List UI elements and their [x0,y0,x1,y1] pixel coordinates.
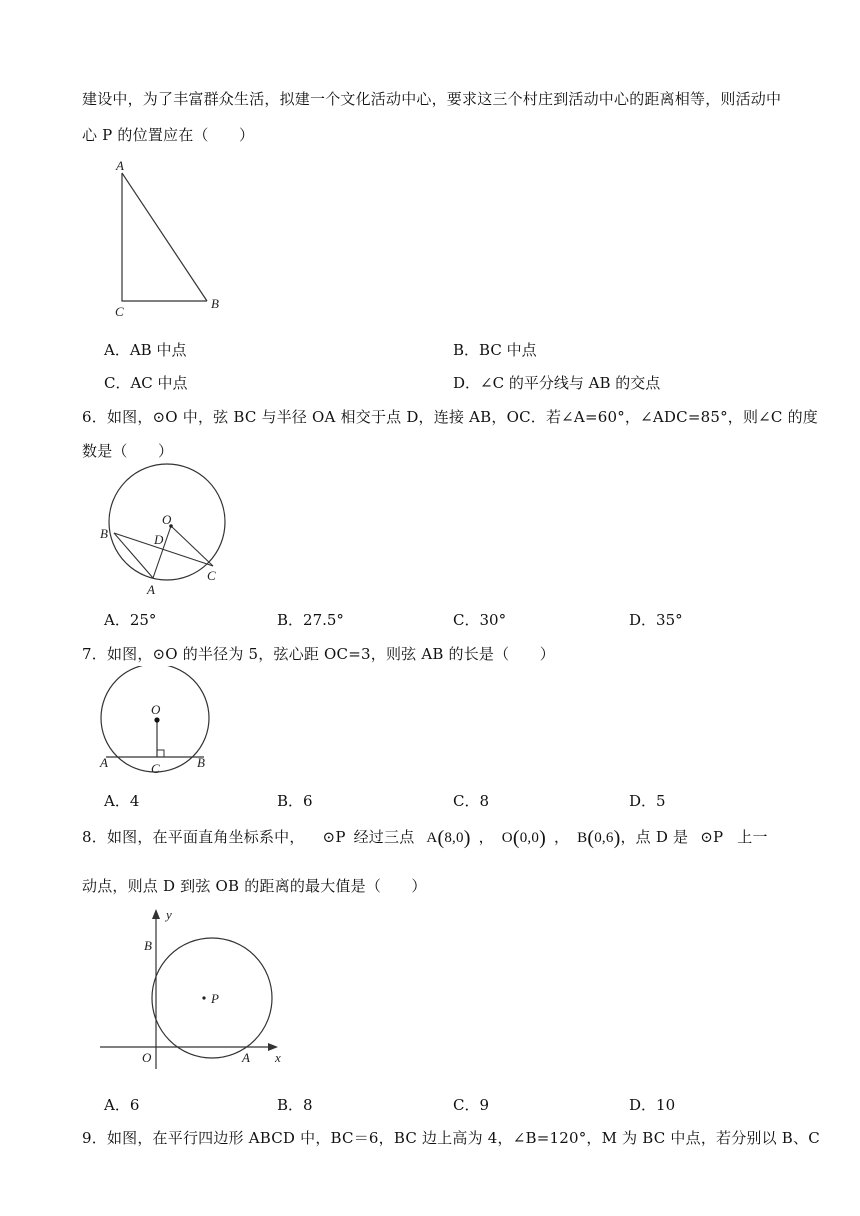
q6-option-d[interactable]: D．35° [629,611,683,629]
q8-option-b[interactable]: B．8 [277,1096,313,1114]
q5-option-a[interactable]: A．AB 中点 [104,341,187,359]
q6-label-d: D [154,532,164,547]
q8-text-line2: 动点，则点 D 到弦 OB 的距离的最大值是（ ） [82,877,427,895]
q8-point-a-coords: 8,0 [444,830,464,846]
q6-text-line2: 数是（ ） [82,442,174,460]
q6-text-line1: 6．如图，⊙O 中，弦 BC 与半径 OA 相交于点 D，连接 AB，OC．若∠A=60°，∠ADC=85°，则∠C 的度 [82,408,818,426]
q5-label-c: C [115,304,124,319]
q6-label-o: O [162,512,172,527]
q7-label-o: O [151,702,161,717]
q5-triangle-figure [105,158,230,323]
q8-label-p: P [211,991,219,1006]
q7-label-b: B [197,755,205,770]
q8-circle-p2: ⊙P [700,828,724,846]
q5-text-line2: 心 P 的位置应在（ ） [82,126,255,144]
q7-circle-figure [96,666,221,778]
q7-option-d[interactable]: D．5 [629,792,666,810]
q8-option-c[interactable]: C．9 [453,1096,490,1114]
q6-label-a: A [147,582,155,597]
q9-text-line1: 9．如图，在平行四边形 ABCD 中，BC＝6，BC 边上高为 4，∠B=120°，M 为 BC 中点，若分别以 B、C [82,1129,820,1147]
q8-point-a-name: A [426,830,438,846]
q7-text-line1: 7．如图，⊙O 的半径为 5，弦心距 OC=3，则弦 AB 的长是（ ） [82,645,555,663]
q5-text-line1: 建设中，为了丰富群众生活，拟建一个文化活动中心，要求这三个村庄到活动中心的距离相等，则活动中 [82,90,782,108]
q5-option-c[interactable]: C．AC 中点 [104,374,188,392]
q6-option-b[interactable]: B．27.5° [277,611,344,629]
q8-text-line1: 8．如图，在平面直角坐标系中， ⊙P 经过三点 A(8,0) ， O(0,0) ， B(0,6)，点 D 是 ⊙P 上一 [82,827,768,849]
q5-option-b[interactable]: B．BC 中点 [453,341,537,359]
q6-circle-figure [96,462,236,600]
q8-end: 上一 [737,828,768,846]
q8-label-o: O [142,1050,152,1065]
q7-label-c: C [151,761,160,776]
q7-label-a: A [100,755,108,770]
q8-label-x: x [275,1050,281,1065]
q8-point-o-name: O [501,830,513,846]
q8-label-b: B [144,938,152,953]
q5-label-a: A [116,158,124,173]
q5-label-b: B [211,296,219,311]
q8-point-o-coords: 0,0 [519,830,540,846]
q8-label-y: y [166,907,172,922]
q5-option-d[interactable]: D．∠C 的平分线与 AB 的交点 [453,374,661,392]
q6-option-c[interactable]: C．30° [453,611,507,629]
q8-label-a: A [242,1050,250,1065]
q8-tail: ，点 D 是 [620,828,689,846]
q8-option-d[interactable]: D．10 [629,1096,676,1114]
q8-option-a[interactable]: A．6 [104,1096,140,1114]
q6-label-b: B [100,526,108,541]
q8-circle-p: ⊙P [322,828,346,846]
q7-option-c[interactable]: C．8 [453,792,490,810]
q8-point-b-coords: 0,6 [594,830,614,846]
q6-label-c: C [207,568,216,583]
q8-prefix: 8．如图，在平面直角坐标系中， [82,828,305,846]
q8-through: 经过三点 [353,828,415,846]
q8-coordinate-figure [96,903,296,1083]
q7-option-b[interactable]: B．6 [277,792,313,810]
q7-option-a[interactable]: A．4 [104,792,140,810]
q6-option-a[interactable]: A．25° [104,611,157,629]
q8-point-b-name: B [577,830,588,846]
